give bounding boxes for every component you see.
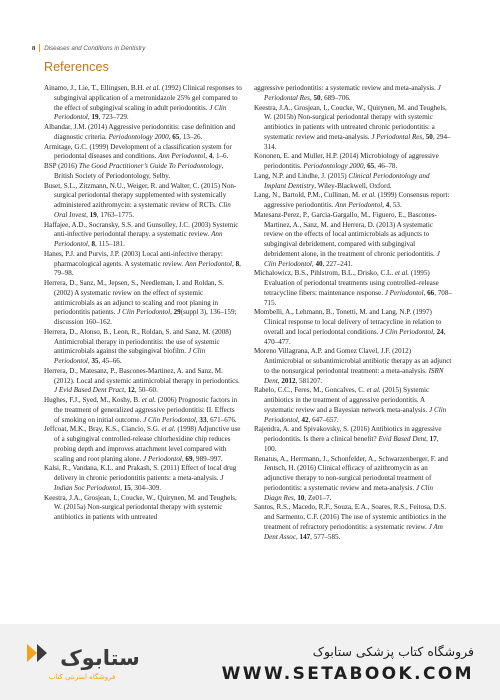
shop-url[interactable]: WWW.SETABOOK.COM <box>221 664 474 684</box>
reference-entry: Keestra, J.A., Grosjean, I., Coucke, W., Quirynen, M. and Teughels, W. (2015a) Non-surgical periodontal therapy with systemic antibiotics in patients with untreated <box>44 493 237 521</box>
reference-entry: Hanes, P.J. and Purvis, J.P. (2003) Local anti-infective therapy: pharmacological agents. A systematic review. Ann Periodontol, 8, 79–98. <box>44 249 241 278</box>
setabook-logo <box>24 636 140 684</box>
references-right-column <box>254 84 452 542</box>
reference-entry: Herrera, D., Alonso, B., Leon, R., Roldan, S. and Sanz, M. (2008) Antimicrobial therapy in periodontitis: the use of systemic antimicrobials against the subgingival biofilm. J Clin Periodontol, 35, 45–66. <box>44 327 232 365</box>
reference-entry: Lang, N., Bartold, P.M., Cullinan, M. et al. (1999) Consensus report: aggressive periodontitis. Ann Periodontol, 4, 53. <box>254 191 450 209</box>
reference-entry: Herrera, D., Matesanz, P., Bascones-Martinez, A. and Sanz, M. (2012). Local and systemic antimicrobial therapy in periodontics. J Evid Based Dent Pract, 12, 50–60. <box>44 366 240 395</box>
running-title: Diseases and Conditions in Dentistry <box>44 44 146 52</box>
reference-entry: BSP (2016) The Good Practitioner’s Guide To Periodontology, British Society of Periodontology, Selby. <box>44 162 224 180</box>
reference-entry: aggressive periodontitis: a systematic review and meta-analysis. J Periodontal Res, 50, 689–706. <box>254 84 441 102</box>
reference-entry: Renatus, A., Herrmann, J., Schonfelder, A., Schwarzenberger, F. and Jentsch, H. (2016) Clinical efficacy of azithromycin as an adjunctive therapy to non-surgical periodontal treatment of periodontitis: a systematic review and meta-analysis. J Clin Diagn Res, 10, Ze01–7. <box>254 454 448 502</box>
reference-entry: Lang, N.P. and Lindhe, J. (2015) Clinical Periodontology and Implant Dentistry, Wiley-Blackwell, Oxford. <box>254 171 430 190</box>
shop-name: فروشگاه کتاب پزشکی ستابوک <box>312 644 474 659</box>
header-divider <box>39 44 40 52</box>
references-left-column <box>44 84 242 523</box>
reference-entry: Michalowicz, B.S., Pihlstrom, B.L., Drisko, C.L. et al. (1995) Evaluation of periodontal treatments using controlled–release tetracycline fibers: maintenance response. J Periodontol, 66, 708–715. <box>254 269 452 307</box>
reference-entry: Herrera, D., Sanz, M., Jepsen, S., Needleman, I. and Roldan, S. (2002) A systematic review on the effect of systemic antimicrobials as an adjunct to scaling and root planing in periodontitis patients. J Clin Periodontol, 29(suppl 3), 136–159; discussion 160–162. <box>44 279 237 326</box>
reference-entry: Matesanz-Perez, P., Garcia-Gargallo, M., Figuero, E., Bascones-Martinez, A., Sanz, M. and Herrera, D. (2013) A systematic review on the effects of local antimicrobials as adjuncts to subgingival debridement, compared with subgingival debridement alone, in the treatment of chronic periodontitis. J Clin Periodontol, 40, 227–241. <box>254 210 440 268</box>
reference-entry: Santos, R.S., Macedo, R.F., Souza, E.A., Soares, R.S., Feitosa, D.S. and Sarmento, C.F. (2016) The use of systemic antibiotics in the treatment of refractory periodontitis: a systematic review. J Am Dent Assoc, 147, 577–585. <box>254 503 447 541</box>
reference-entry: Kononen, E. and Muller, H.P. (2014) Microbiology of aggressive periodontitis. Periodontology 2000, 65, 46–78. <box>254 152 439 170</box>
section-title: References <box>44 60 109 74</box>
page-number: 8 <box>32 44 36 52</box>
reference-entry: Moreno Villagrana, A.P. and Gomez Clavel, J.F. (2012) Antimicrobial or subantimicrobial antibiotic therapy as an adjunct to the nonsurgical periodontal treatment: a meta-analysis. ISRN Dent, 2012, 581207. <box>254 347 452 385</box>
reference-entry: Kalsi, R., Vandana, K.L. and Prakash, S. (2011) Effect of local drug delivery in chronic periodontitis patients: a meta-analysis. J Indian Soc Periodontol, 15, 304–309. <box>44 464 237 492</box>
reference-entry: Mombelli, A., Lehmann, B., Tonetti, M. and Lang, N.P. (1997) Clinical response to local delivery of tetracycline in relation to overall and local periodontal conditions. J Clin Periodontol, 24, 470–477. <box>254 308 446 346</box>
page-header <box>32 44 145 52</box>
logo-wordmark: ستابوک <box>60 646 140 670</box>
reference-entry: Ainamo, J., Lie, T., Ellingsen, B.H. et al. (1992) Clinical responses to subgingival application of a metronidazole 25% gel compared to the effect of subgingival scaling in adult periodontitis. J Clin Periodontol, 19, 723–729. <box>44 84 242 122</box>
reference-entry: Keestra, J.A., Grosjean, I., Coucke, W., Quirynen, M. and Teughels, W. (2015b) Non-surgical periodontal therapy with systemic antibiotics in patients with untreated chronic periodontitis: a systematic review and meta-analysis. J Periodontal Res, 50, 294–314. <box>254 103 451 151</box>
reference-entry: Albandar, J.M. (2014) Aggressive periodontitis: case definition and diagnostic criteria. Periodontology 2000, 65, 13–26. <box>44 123 236 141</box>
reference-entry: Rabelo, C.C., Feres, M., Goncalves, C. et al. (2015) Systemic antibiotics in the treatment of aggressive periodontitis. A systematic review and a Bayesian network meta-analysis. J Clin Periodontol, 42, 647–657. <box>254 386 447 424</box>
reference-entry: Rajendra, A. and Spivakovsky, S. (2016) Antibiotics in aggressive periodontitis. Is there a clinical benefit? Evid Based Dent, 17, 100. <box>254 425 442 453</box>
reference-entry: Armitage, G.C. (1999) Development of a classification system for periodontal diseases and conditions. Ann Periodontol, 4, 1–6. <box>44 142 232 161</box>
logo-subtext: فروشگاه اینترنتی کتاب <box>48 673 116 681</box>
reference-entry: Buset, S.L., Zitzmann, N.U., Weiger, R. and Walter, C. (2015) Non-surgical periodontal therapy supplemented with systemically administered azithromycin: a systematic review of RCTs. Clin Oral Invest, 19, 1763–1775. <box>44 181 237 219</box>
reference-entry: Hughes, F.J., Syed, M., Koshy, B. et al. (2006) Prognostic factors in the treatment of generalized aggressive periodontitis: II. Effects of smoking on initial outcome. J Clin Periodontol, 33, 671–676. <box>44 396 238 424</box>
reference-entry: Jeffcoat, M.K., Bray, K.S., Ciancio, S.G. et al. (1998) Adjunctive use of a subgingival controlled-release chlorhexidine chip reduces probing depth and improves attachment level compared with scaling and root planing alone. J Periodontol, 69, 989–997. <box>44 425 241 463</box>
reference-entry: Haffajee, A.D., Socransky, S.S. and Gunsolley, J.C. (2003) Systemic anti-infective periodontal therapy. a systematic review. Ann Periodontol, 8, 115–181. <box>44 220 239 248</box>
